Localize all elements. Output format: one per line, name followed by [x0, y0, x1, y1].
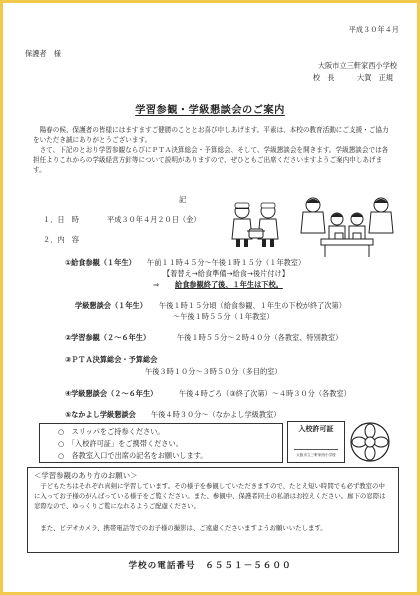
- item-5-label: ⑤なかよし学級懇談会: [65, 410, 136, 419]
- entry-permit-title: 入校許可証: [298, 425, 334, 433]
- item-4-label: ④学級懇談会（２～６年生）: [65, 389, 158, 398]
- item-1-sub2: 給食参観終了後、１年生は下校。: [175, 280, 283, 289]
- issue-date: 平成３０年４月: [348, 25, 399, 34]
- item-3-label: ③ＰＴＡ決算総会・予算総会: [65, 355, 158, 364]
- page-title: 学習参観・学級懇談会のご案内: [135, 105, 285, 116]
- ki-mark: 記: [179, 195, 187, 204]
- item-2-time: 午後１時５５分～２時４０分（各教室、特別教室）: [177, 333, 343, 342]
- item-1b-time: 午後１時１５分頃（給食参観、１年生の下校が終了次第）: [159, 301, 346, 310]
- notice-signin: ○ 各教室入口で出席の記名をお願いします。: [58, 451, 208, 460]
- item-5-time: 午後４時３０分～（なかよし学級教室）: [151, 410, 281, 419]
- notice-permit: ○ 「入校許可証」をご携帯ください。: [58, 439, 183, 448]
- item-1b-label: 学級懇談会（１年生）: [75, 301, 147, 310]
- school-emblem-icon: [349, 421, 391, 463]
- manners-paragraph-2: また、ビデオカメラ、携帯電話等でのお子様の撮影は、ご遠慮くださいますようお願いいたします。: [40, 524, 327, 532]
- intro-paragraph-2: さて、下記のとおり学習参観ならびにＰＴＡ決算総会・予算総会、そして、学級懇談会を開きます。学級懇談会では各担任よりこれからの学級経営方針等について説明がありますので、ぜひともご出席くださいますようご案内申しあげます。: [33, 146, 389, 175]
- observation-manners-box: [27, 467, 399, 553]
- recipient: 保護者 様: [25, 49, 61, 58]
- school-phone: 学校の電話番号 ６５５１－５６００: [128, 561, 292, 571]
- classroom-observation-illustration: [299, 193, 397, 259]
- item-3-time: 午後３時１０分～３時５０分（多目的室）: [145, 367, 282, 376]
- item-1-time: 午前１１時４５分～午後１時１５分（１年教室）: [147, 258, 306, 267]
- principal: [313, 73, 393, 83]
- manners-paragraph-1: 子どもたちはそれぞれ真剣に学習しています。その様子を参観していただきますので、たとえ短い時間でも必ず教室の中に入ってお子様のがんばっている様子をご覧ください。また、参観中、保護者同士の私語はお控えください。廊下の窓際は窓際なので、ゆっくりご覧になれるようご配慮ください。: [34, 482, 386, 510]
- notice-box: [39, 423, 283, 463]
- item-4-time: 午後４時ごろ（③終了次第）～４時３０分（各教室）: [179, 389, 351, 398]
- item-1-arrow: ⇒: [153, 280, 160, 289]
- intro-paragraph-1: 陽春の候、保護者の皆様にはますますご健勝のこととお喜び申しあげます。平素は、本校の教育活動にご支援・ご協力をいただき誠にありがとうございます。: [33, 126, 389, 145]
- item-2-label: ②学習参観（２～６年生）: [65, 333, 151, 342]
- item-1-sub1: 【着替え→給食準備→給食→後片付け】: [163, 269, 289, 278]
- entry-permit-footer: 大阪市立三軒家西小学校: [296, 453, 336, 457]
- item-1-label: ①給食参観（１年生）: [65, 258, 136, 267]
- date-value: 平成３０年４月２０日（金）: [107, 215, 201, 224]
- notice-slippers: ○ スリッパをご持参ください。: [58, 427, 165, 436]
- principal-title: 校 長: [312, 73, 335, 82]
- principal-name: 大賀 正規: [357, 73, 393, 82]
- entry-permit-card: [287, 421, 345, 463]
- content-label: ２．内 容: [43, 235, 79, 244]
- item-1b-sub1: ～午後１時５５分（１年教室）: [173, 312, 274, 321]
- date-label: １．日 時: [43, 215, 79, 224]
- school-name: 大阪市立三軒家西小学校: [317, 61, 397, 70]
- manners-heading: ＜学習参観のあり方のお願い＞: [34, 471, 138, 480]
- lunch-server-children-illustration: [229, 199, 283, 251]
